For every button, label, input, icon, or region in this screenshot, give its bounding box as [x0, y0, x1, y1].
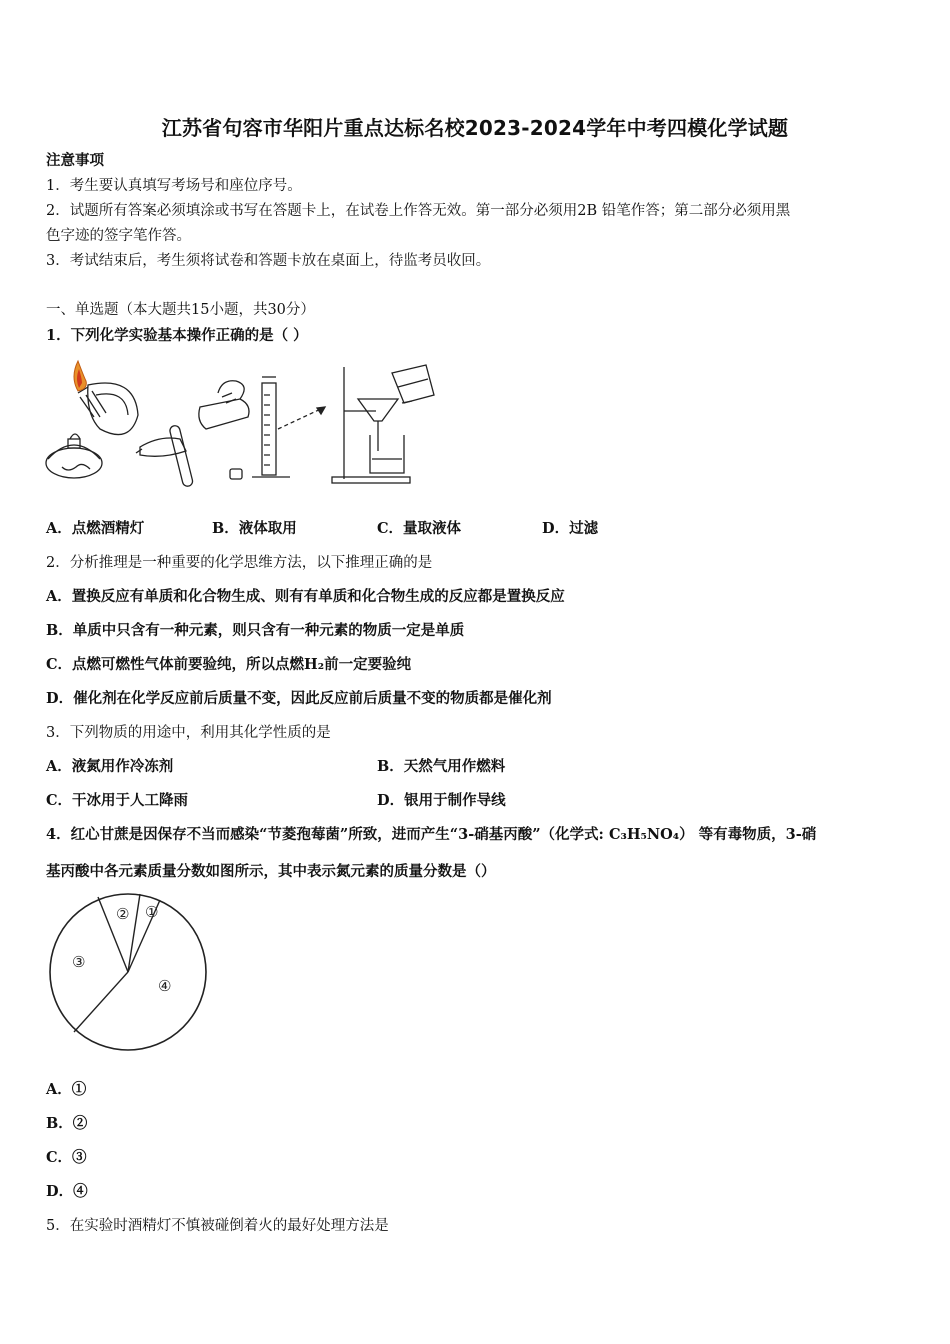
page-title: 江苏省句容市华阳片重点达标名校2023-2024学年中考四模化学试题	[161, 116, 789, 140]
filtration-figure	[332, 365, 434, 483]
pie-label-4: ④	[158, 977, 172, 995]
q1-option-d: D．过滤	[542, 520, 599, 537]
q2-option-c: C．点燃可燃性气体前要验纯，所以点燃H₂前一定要验纯	[46, 656, 412, 673]
q3-option-b: B．天然气用作燃料	[377, 758, 506, 775]
notice-item: 色字迹的签字笔作答。	[46, 228, 191, 244]
alcohol-lamp-figure	[46, 383, 138, 478]
graduated-cylinder-figure	[252, 377, 325, 477]
section-heading: 一、单选题（本大题共15小题，共30分）	[46, 302, 315, 318]
pie-divider	[74, 972, 128, 1032]
q4-option-c: C．③	[46, 1149, 87, 1166]
pie-divider	[128, 894, 140, 972]
q4-option-a: A．①	[46, 1081, 87, 1098]
question-4-line-2: 基丙酸中各元素质量分数如图所示，其中表示氮元素的质量分数是（）	[46, 863, 496, 880]
q2-option-d: D．催化剂在化学反应前后质量不变，因此反应前后质量不变的物质都是催化剂	[46, 690, 552, 707]
lab-operations-figure	[40, 355, 450, 490]
q1-option-a: A．点燃酒精灯	[46, 520, 145, 537]
pie-label-3: ③	[72, 953, 86, 971]
q4-option-b: B．②	[46, 1115, 88, 1132]
notice-heading: 注意事项	[46, 152, 104, 169]
question-4-line-1: 4．红心甘蔗是因保存不当而感染“节菱孢莓菌”所致，进而产生“3-硝基丙酸”（化学式: C₃H₅NO₄） 等有毒物质，3-硝	[46, 826, 817, 843]
pie-label-2: ②	[116, 905, 130, 923]
notice-item: 3．考试结束后，考生须将试卷和答题卡放在桌面上，待监考员收回。	[46, 253, 491, 269]
question-3-stem: 3．下列物质的用途中，利用其化学性质的是	[46, 725, 331, 741]
mass-fraction-pie-chart	[44, 890, 214, 1055]
q2-option-a: A．置换反应有单质和化合物生成、则有有单质和化合物生成的反应都是置换反应	[46, 588, 565, 605]
notice-item: 1．考生要认真填写考场号和座位序号。	[46, 178, 302, 194]
q1-option-b: B．液体取用	[212, 520, 297, 537]
notice-item: 2．试题所有答案必须填涂或书写在答题卡上，在试卷上作答无效。第一部分必须用2B 铅笔作答；第二部分必须用黑	[46, 203, 791, 219]
q3-option-a: A．液氮用作冷冻剂	[46, 758, 174, 775]
pie-label-1: ①	[145, 903, 159, 921]
q2-option-b: B．单质中只含有一种元素，则只含有一种元素的物质一定是单质	[46, 622, 465, 639]
question-2-stem: 2．分析推理是一种重要的化学思维方法，以下推理正确的是	[46, 555, 433, 571]
q3-option-c: C．干冰用于人工降雨	[46, 792, 189, 809]
q1-option-c: C．量取液体	[377, 520, 462, 537]
q3-option-d: D．银用于制作导线	[377, 792, 506, 809]
question-1-stem: 1．下列化学实验基本操作正确的是（ ）	[46, 327, 308, 344]
q4-option-d: D．④	[46, 1183, 88, 1200]
liquid-pouring-figure	[136, 381, 249, 488]
question-5-stem: 5．在实验时酒精灯不慎被碰倒着火的最好处理方法是	[46, 1218, 389, 1234]
